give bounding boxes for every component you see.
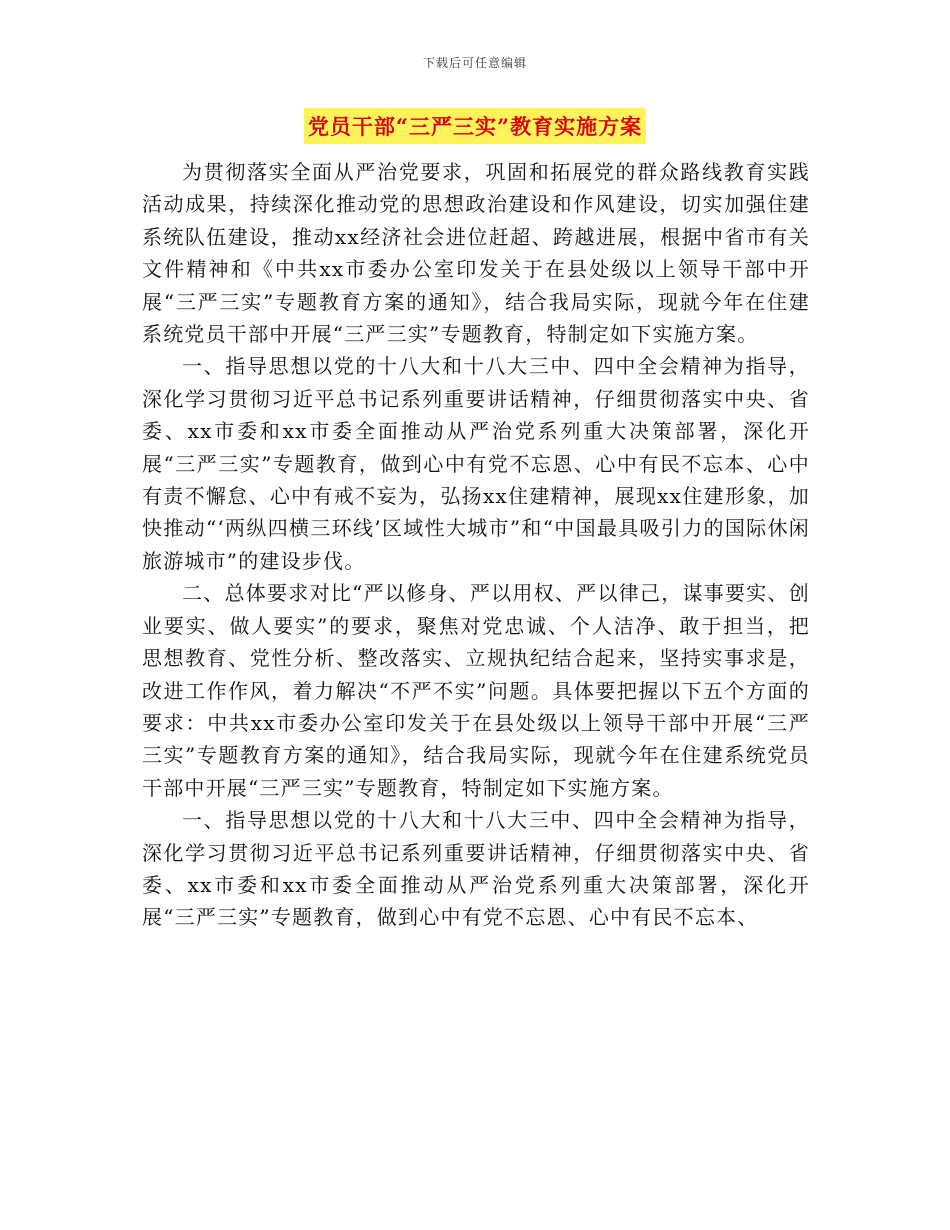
header-note: 下载后可任意编辑 bbox=[422, 56, 527, 70]
paragraph-intro: 为贯彻落实全面从严治党要求，巩固和拓展党的群众路线教育实践活动成果，持续深化推动党的思想政治建设和作风建设，切实加强住建系统队伍建设，推动xx经济社会进位赶超、跨越进展，根据中省市有关文件精神和《中共xx市委办公室印发关于在县处级以上领导干部中开展“三严三实”专题教育方案的通知》，结合我局实际，现就今年在住建系统党员干部中开展“三严三实”专题教育，特制定如下实施方案。 bbox=[142, 160, 810, 347]
paragraph-guiding-thought: 一、指导思想以党的十八大和十八大三中、四中全会精神为指导，深化学习贯彻习近平总书记系列重要讲话精神，仔细贯彻落实中央、省委、xx市委和xx市委全面推动从严治党系列重大决策部署，深化开展“三严三实”专题教育，做到心中有党不忘恩、心中有民不忘本、心中有责不懈怠、心中有戒不妄为，弘扬xx住建精神，展现xx住建形象，加快推动“‘两纵四横三环线’区域性大城市”和“中国最具吸引力的国际休闲旅游城市”的建设步伐。 bbox=[142, 354, 810, 573]
paragraph-guiding-thought-repeat: 一、指导思想以党的十八大和十八大三中、四中全会精神为指导，深化学习贯彻习近平总书记系列重要讲话精神，仔细贯彻落实中央、省委、xx市委和xx市委全面推动从严治党系列重大决策部署，深化开展“三严三实”专题教育，做到心中有党不忘恩、心中有民不忘本、 bbox=[142, 808, 810, 930]
document-title: 党员干部“三严三实”教育实施方案 bbox=[304, 108, 646, 144]
document-body bbox=[142, 156, 810, 934]
paragraph-general-requirements: 二、总体要求对比“严以修身、严以用权、严以律己，谋事要实、创业要实、做人要实”的要求，聚焦对党忠诚、个人洁净、敢于担当，把思想教育、党性分析、整改落实、立规执纪结合起来，坚持实事求是，改进工作作风，着力解决“不严不实”问题。具体要把握以下五个方面的要求：中共xx市委办公室印发关于在县处级以上领导干部中开展“三严三实”专题教育方案的通知》，结合我局实际，现就今年在住建系统党员干部中开展“三严三实”专题教育，特制定如下实施方案。 bbox=[142, 581, 810, 800]
title-container bbox=[0, 108, 950, 144]
